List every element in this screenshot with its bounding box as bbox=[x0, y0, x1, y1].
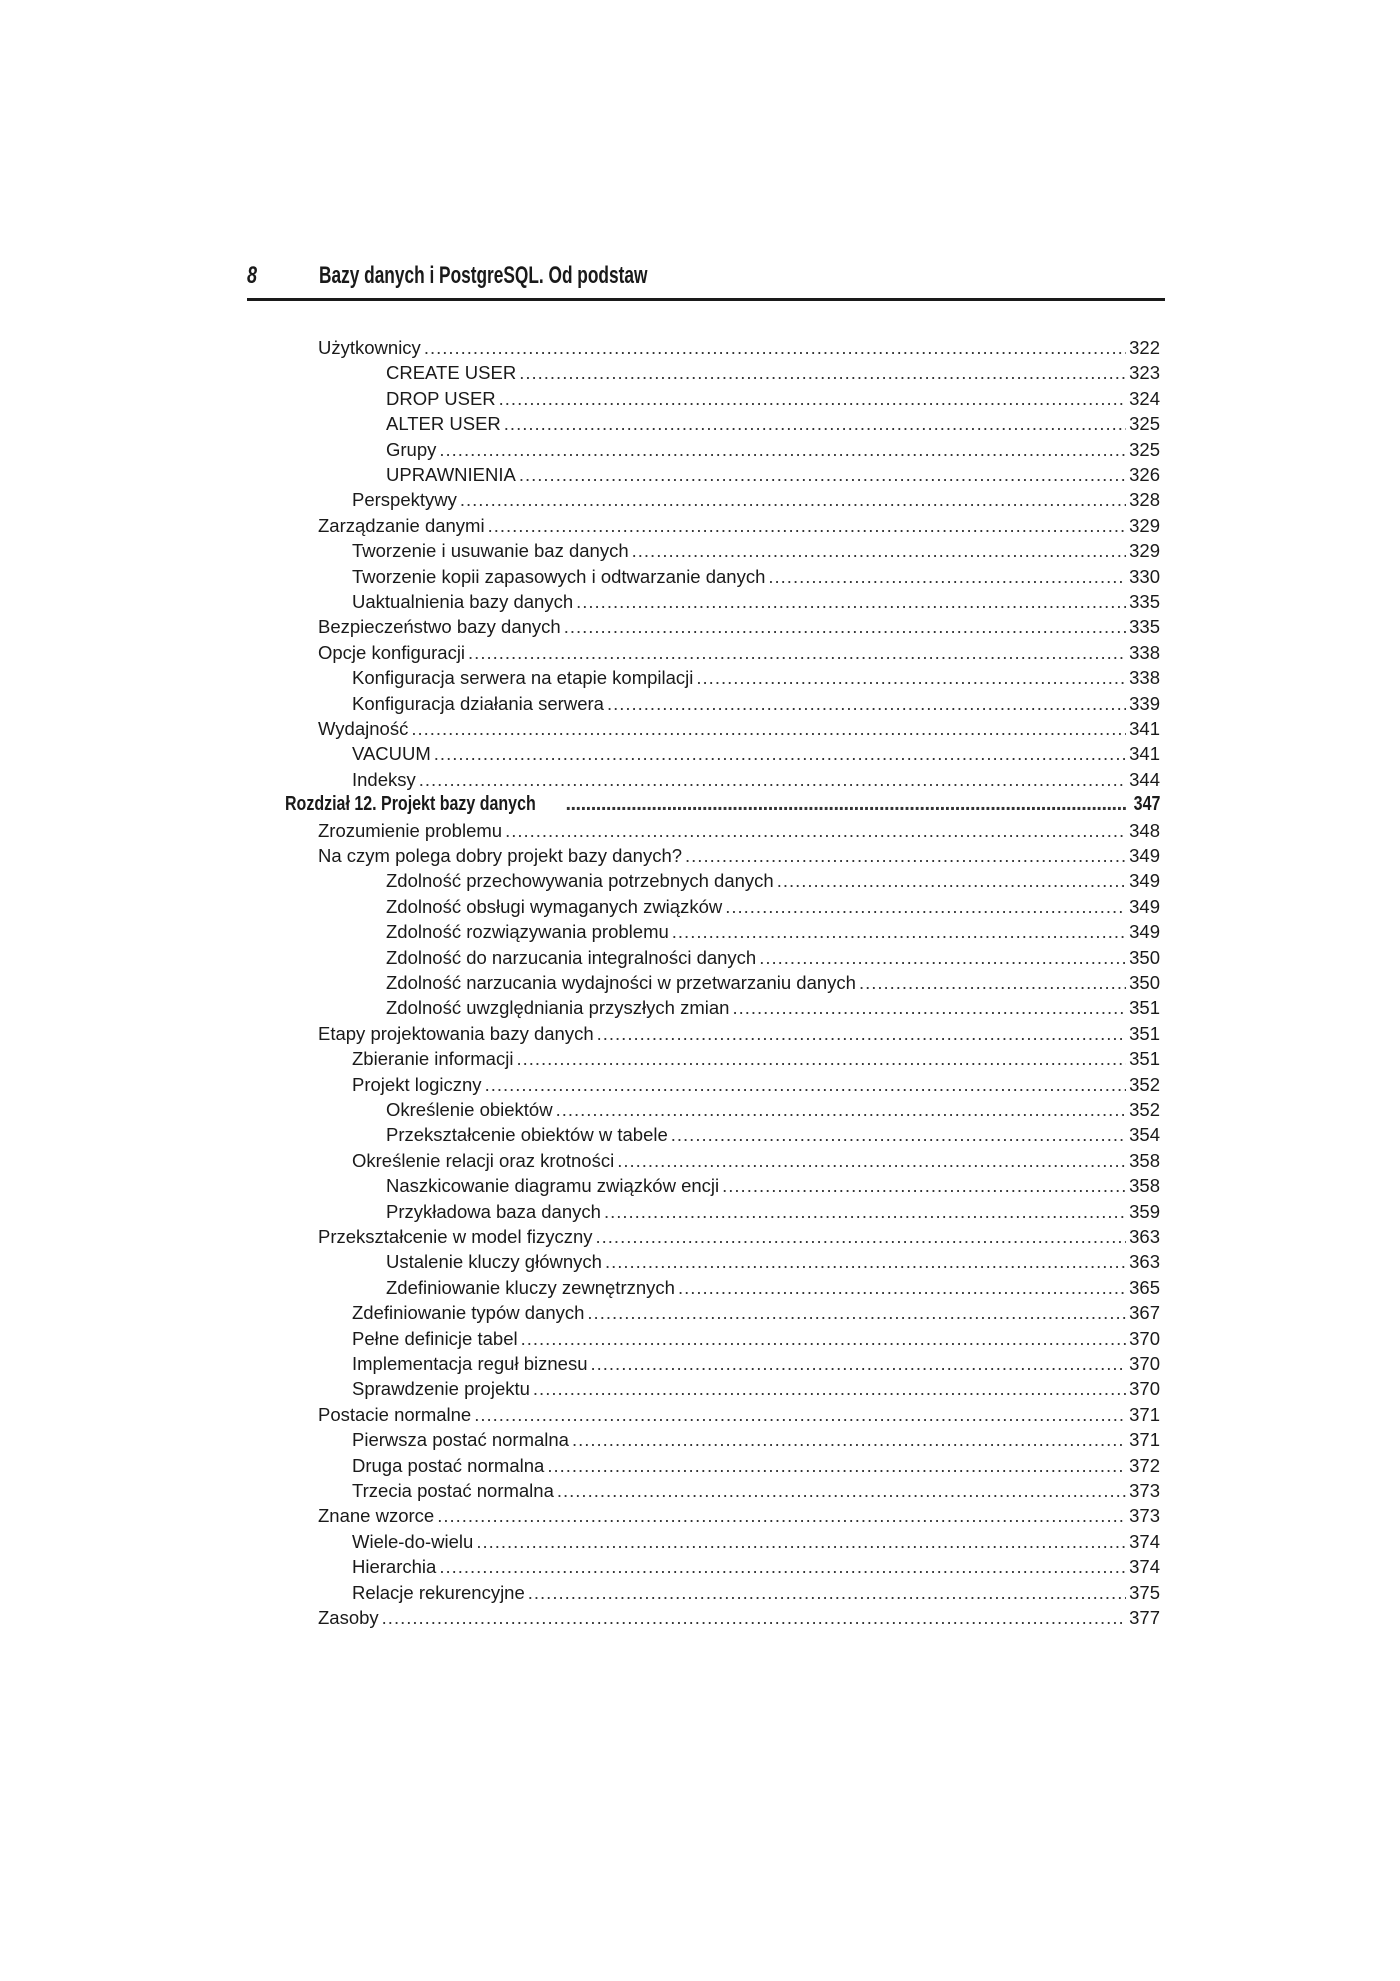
toc-dot-leader bbox=[439, 1554, 1126, 1579]
toc-entry bbox=[318, 1605, 1160, 1630]
toc-page-number: 358 bbox=[1129, 1175, 1160, 1197]
toc-page-number: 338 bbox=[1129, 667, 1160, 689]
toc-entry bbox=[386, 1173, 1160, 1198]
toc-dot-leader bbox=[434, 741, 1126, 766]
toc-entry-title: Hierarchia bbox=[352, 1556, 437, 1578]
toc-entry-title: Sprawdzenie projektu bbox=[352, 1378, 530, 1400]
toc-page-number: 347 bbox=[1133, 793, 1160, 816]
toc-page-number: 374 bbox=[1129, 1556, 1160, 1578]
toc-entry bbox=[352, 1376, 1160, 1401]
toc-dot-leader bbox=[557, 1478, 1126, 1503]
toc-page-number: 352 bbox=[1129, 1073, 1160, 1095]
toc-entry-title: Zdolność do narzucania integralności danych bbox=[386, 946, 757, 968]
toc-page-number: 377 bbox=[1129, 1607, 1160, 1628]
toc-page-number: 341 bbox=[1129, 743, 1160, 765]
toc-page-number: 371 bbox=[1129, 1403, 1160, 1425]
toc-entry bbox=[386, 919, 1160, 944]
toc-entry bbox=[386, 437, 1160, 462]
toc-entry-title: Wydajność bbox=[318, 718, 409, 739]
toc-entry bbox=[318, 335, 1160, 360]
toc-dot-leader bbox=[725, 894, 1126, 919]
toc-entry bbox=[386, 462, 1160, 487]
toc-dot-leader bbox=[696, 665, 1126, 690]
toc-dot-leader bbox=[632, 538, 1126, 563]
toc-entry bbox=[352, 1148, 1160, 1173]
toc-chapter-heading bbox=[285, 792, 1160, 817]
toc-entry-title: Zdolność narzucania wydajności w przetwarzaniu danych bbox=[386, 972, 856, 993]
toc-page-number: 348 bbox=[1129, 819, 1160, 841]
toc-entry-title: Indeksy bbox=[352, 768, 416, 790]
toc-entry bbox=[352, 1072, 1160, 1097]
toc-page-number: 330 bbox=[1129, 565, 1160, 587]
toc-entry-title: Naszkicowanie diagramu związków encji bbox=[386, 1175, 720, 1197]
toc-entry bbox=[386, 868, 1160, 893]
toc-entry bbox=[352, 1427, 1160, 1452]
toc-page-number: 349 bbox=[1129, 921, 1160, 943]
toc-entry-title: Przykładowa baza danych bbox=[386, 1200, 601, 1222]
toc-entry bbox=[318, 1402, 1160, 1427]
toc-page-number: 367 bbox=[1129, 1302, 1160, 1324]
toc-entry bbox=[318, 614, 1160, 639]
toc-dot-leader bbox=[678, 1275, 1126, 1300]
toc-entry-title: Tworzenie kopii zapasowych i odtwarzanie danych bbox=[352, 565, 766, 587]
toc-dot-leader bbox=[672, 919, 1126, 944]
toc-page-number: 373 bbox=[1129, 1505, 1160, 1527]
toc-dot-leader bbox=[519, 360, 1126, 385]
toc-dot-leader bbox=[591, 1351, 1127, 1376]
toc-entry-title: Druga postać normalna bbox=[352, 1454, 545, 1476]
toc-page-number: 372 bbox=[1129, 1454, 1160, 1476]
toc-entry bbox=[386, 945, 1160, 970]
toc-entry-title: Zbieranie informacji bbox=[352, 1048, 514, 1070]
toc-page-number: 375 bbox=[1129, 1581, 1160, 1603]
toc-entry-title: Grupy bbox=[386, 438, 437, 460]
toc-page-number: 329 bbox=[1129, 540, 1160, 562]
toc-dot-leader bbox=[439, 437, 1126, 462]
toc-dot-leader bbox=[468, 640, 1126, 665]
toc-dot-leader bbox=[605, 1249, 1126, 1274]
toc-dot-leader bbox=[437, 1503, 1126, 1528]
toc-entry-title: Bezpieczeństwo bazy danych bbox=[318, 616, 561, 638]
toc-entry-title: ALTER USER bbox=[386, 413, 501, 435]
toc-page-number: 328 bbox=[1129, 489, 1160, 511]
toc-entry-title: Zrozumienie problemu bbox=[318, 819, 503, 841]
toc-entry-title: UPRAWNIENIA bbox=[386, 464, 516, 485]
toc-entry bbox=[352, 487, 1160, 512]
toc-dot-leader bbox=[424, 335, 1126, 360]
toc-dot-leader bbox=[564, 614, 1126, 639]
toc-page-number: 341 bbox=[1129, 718, 1160, 739]
toc-dot-leader bbox=[572, 1427, 1126, 1452]
toc-dot-leader bbox=[722, 1173, 1126, 1198]
toc-dot-leader bbox=[505, 818, 1126, 843]
page-number: 8 bbox=[247, 262, 258, 289]
toc-entry-title: Konfiguracja serwera na etapie kompilacji bbox=[352, 667, 694, 689]
toc-entry-title: DROP USER bbox=[386, 387, 496, 409]
toc-dot-leader bbox=[768, 564, 1126, 589]
toc-entry bbox=[352, 767, 1160, 792]
toc-dot-leader bbox=[382, 1605, 1126, 1630]
toc-entry bbox=[386, 1122, 1160, 1147]
toc-entry-title: Pełne definicje tabel bbox=[352, 1327, 518, 1349]
toc-page-number: 350 bbox=[1129, 972, 1160, 993]
toc-entry bbox=[352, 1453, 1160, 1478]
toc-entry bbox=[352, 589, 1160, 614]
toc-entry bbox=[318, 716, 1160, 741]
toc-entry bbox=[386, 1275, 1160, 1300]
toc-dot-leader bbox=[671, 1122, 1126, 1147]
toc-entry-title: Zdefiniowanie kluczy zewnętrznych bbox=[386, 1276, 675, 1298]
toc-entry-title: Trzecia postać normalna bbox=[352, 1480, 554, 1501]
toc-dot-leader bbox=[576, 589, 1126, 614]
toc-entry bbox=[318, 1224, 1160, 1249]
toc-entry bbox=[318, 640, 1160, 665]
toc-dot-leader bbox=[607, 691, 1126, 716]
toc-entry-title: VACUUM bbox=[352, 743, 431, 765]
toc-page-number: 373 bbox=[1129, 1480, 1160, 1501]
toc-entry bbox=[386, 411, 1160, 436]
toc-entry bbox=[352, 1351, 1160, 1376]
toc-entry bbox=[352, 1046, 1160, 1071]
toc-entry-title: CREATE USER bbox=[386, 362, 517, 384]
toc-entry bbox=[386, 1097, 1160, 1122]
toc-entry bbox=[386, 360, 1160, 385]
toc-dot-leader bbox=[587, 1300, 1126, 1325]
toc-dot-leader bbox=[759, 945, 1126, 970]
toc-entry-title: Zasoby bbox=[318, 1607, 379, 1628]
toc-dot-leader bbox=[519, 462, 1126, 487]
toc-entry-title: Zdolność obsługi wymaganych związków bbox=[386, 895, 723, 917]
toc-entry bbox=[352, 741, 1160, 766]
toc-page-number: 363 bbox=[1129, 1226, 1160, 1247]
toc-dot-leader bbox=[474, 1402, 1126, 1427]
toc-dot-leader bbox=[596, 1224, 1127, 1249]
toc-page-number: 349 bbox=[1129, 870, 1160, 892]
toc-entry-title: Zdolność rozwiązywania problemu bbox=[386, 921, 669, 943]
toc-entry-title: Określenie relacji oraz krotności bbox=[352, 1149, 615, 1171]
toc-dot-leader bbox=[597, 1021, 1127, 1046]
toc-dot-leader bbox=[499, 386, 1126, 411]
toc-entry-title: Perspektywy bbox=[352, 489, 457, 511]
toc-dot-leader bbox=[485, 1072, 1127, 1097]
toc-dot-leader bbox=[488, 513, 1127, 538]
toc-dot-leader bbox=[504, 411, 1126, 436]
toc-page-number: 351 bbox=[1129, 1022, 1160, 1044]
toc-entry bbox=[352, 691, 1160, 716]
toc-entry bbox=[318, 818, 1160, 843]
toc-page-number: 370 bbox=[1129, 1378, 1160, 1400]
toc-dot-leader bbox=[533, 1376, 1126, 1401]
toc-entry bbox=[318, 843, 1160, 868]
toc-entry-title: Wiele-do-wielu bbox=[352, 1530, 474, 1552]
toc-dot-leader bbox=[777, 868, 1126, 893]
toc-dot-leader bbox=[556, 1097, 1127, 1122]
toc-dot-leader bbox=[732, 995, 1126, 1020]
toc-page-number: 339 bbox=[1129, 692, 1160, 714]
toc-entry bbox=[386, 995, 1160, 1020]
toc-page-number: 363 bbox=[1129, 1251, 1160, 1273]
toc-entry bbox=[352, 564, 1160, 589]
toc-entry bbox=[318, 1021, 1160, 1046]
toc-entry-title: Etapy projektowania bazy danych bbox=[318, 1022, 594, 1044]
toc-entry bbox=[386, 1199, 1160, 1224]
toc-page-number: 322 bbox=[1129, 337, 1160, 358]
toc-dot-leader bbox=[419, 767, 1126, 792]
toc-page-number: 335 bbox=[1129, 591, 1160, 612]
toc-entry-title: Zarządzanie danymi bbox=[318, 514, 485, 536]
toc-dot-leader bbox=[604, 1199, 1126, 1224]
toc-entry bbox=[318, 513, 1160, 538]
toc-page-number: 335 bbox=[1129, 616, 1160, 638]
toc-entry-title: Postacie normalne bbox=[318, 1403, 472, 1425]
toc-entry bbox=[352, 1529, 1160, 1554]
toc-entry bbox=[386, 970, 1160, 995]
toc-page-number: 338 bbox=[1129, 641, 1160, 663]
page-header bbox=[247, 262, 1165, 301]
toc-entry-title: Przekształcenie w model fizyczny bbox=[318, 1226, 593, 1247]
toc-page-number: 374 bbox=[1129, 1530, 1160, 1552]
toc-entry-title: Znane wzorce bbox=[318, 1505, 435, 1527]
toc-dot-leader bbox=[685, 843, 1126, 868]
toc-page-number: 371 bbox=[1129, 1429, 1160, 1451]
toc-entry-title: Zdefiniowanie typów danych bbox=[352, 1302, 585, 1324]
toc-dot-leader bbox=[411, 716, 1126, 741]
toc-entry bbox=[352, 1580, 1160, 1605]
toc-entry bbox=[386, 1249, 1160, 1274]
toc-page-number: 351 bbox=[1129, 1048, 1160, 1070]
toc-page-number: 354 bbox=[1129, 1124, 1160, 1146]
toc-entry-title: Opcje konfiguracji bbox=[318, 641, 466, 663]
toc-page-number: 323 bbox=[1129, 362, 1160, 384]
toc-dot-leader bbox=[476, 1529, 1126, 1554]
toc-entry bbox=[352, 1300, 1160, 1325]
toc-entry-title: Zdolność uwzględniania przyszłych zmian bbox=[386, 997, 730, 1019]
toc-entry-title: Tworzenie i usuwanie baz danych bbox=[352, 540, 629, 562]
toc-entry bbox=[352, 665, 1160, 690]
toc-page-number: 325 bbox=[1129, 413, 1160, 435]
toc-page-number: 350 bbox=[1129, 946, 1160, 968]
toc-dot-leader bbox=[859, 970, 1126, 995]
toc-dot-leader bbox=[565, 792, 1127, 817]
toc-entry bbox=[386, 386, 1160, 411]
toc-entry-title: Ustalenie kluczy głównych bbox=[386, 1251, 602, 1273]
toc-entry-title: Projekt logiczny bbox=[352, 1073, 482, 1095]
toc-page-number: 349 bbox=[1129, 895, 1160, 917]
toc-entry-title: Określenie obiektów bbox=[386, 1099, 553, 1120]
toc-entry bbox=[352, 1478, 1160, 1503]
toc-entry bbox=[352, 1326, 1160, 1351]
toc-entry bbox=[352, 1554, 1160, 1579]
toc-entry-title: Na czym polega dobry projekt bazy danych? bbox=[318, 845, 683, 866]
toc-page-number: 324 bbox=[1129, 387, 1160, 409]
toc-entry-title: Przekształcenie obiektów w tabele bbox=[386, 1124, 668, 1146]
toc-entry-title: Relacje rekurencyjne bbox=[352, 1581, 525, 1603]
toc-page-number: 370 bbox=[1129, 1353, 1160, 1374]
toc-page-number: 352 bbox=[1129, 1099, 1160, 1120]
toc-dot-leader bbox=[617, 1148, 1126, 1173]
toc-entry-title: Pierwsza postać normalna bbox=[352, 1429, 569, 1451]
toc-page-number: 359 bbox=[1129, 1200, 1160, 1222]
toc-entry-title: Uaktualnienia bazy danych bbox=[352, 591, 574, 612]
toc-page-number: 325 bbox=[1129, 438, 1160, 460]
toc-dot-leader bbox=[460, 487, 1126, 512]
toc-dot-leader bbox=[547, 1453, 1126, 1478]
toc-page-number: 326 bbox=[1129, 464, 1160, 485]
toc-page-number: 349 bbox=[1129, 845, 1160, 866]
running-title: Bazy danych i PostgreSQL. Od podstaw bbox=[319, 262, 648, 289]
toc-entry bbox=[352, 538, 1160, 563]
toc-entry-title: Rozdział 12. Projekt bazy danych bbox=[285, 793, 536, 816]
toc-dot-leader bbox=[528, 1580, 1126, 1605]
toc-dot-leader bbox=[521, 1326, 1127, 1351]
toc-entry-title: Implementacja reguł biznesu bbox=[352, 1353, 588, 1374]
toc-page-number: 329 bbox=[1129, 514, 1160, 536]
toc-entry-title: Użytkownicy bbox=[318, 337, 421, 358]
toc-page-number: 358 bbox=[1129, 1149, 1160, 1171]
toc-page-number: 365 bbox=[1129, 1276, 1160, 1298]
toc-entry bbox=[318, 1503, 1160, 1528]
toc-entry-title: Zdolność przechowywania potrzebnych danych bbox=[386, 870, 774, 892]
toc-entry-title: Konfiguracja działania serwera bbox=[352, 692, 604, 714]
toc-page-number: 370 bbox=[1129, 1327, 1160, 1349]
toc-page-number: 344 bbox=[1129, 768, 1160, 790]
toc-dot-leader bbox=[516, 1046, 1126, 1071]
toc-entry bbox=[386, 894, 1160, 919]
toc-page-number: 351 bbox=[1129, 997, 1160, 1019]
